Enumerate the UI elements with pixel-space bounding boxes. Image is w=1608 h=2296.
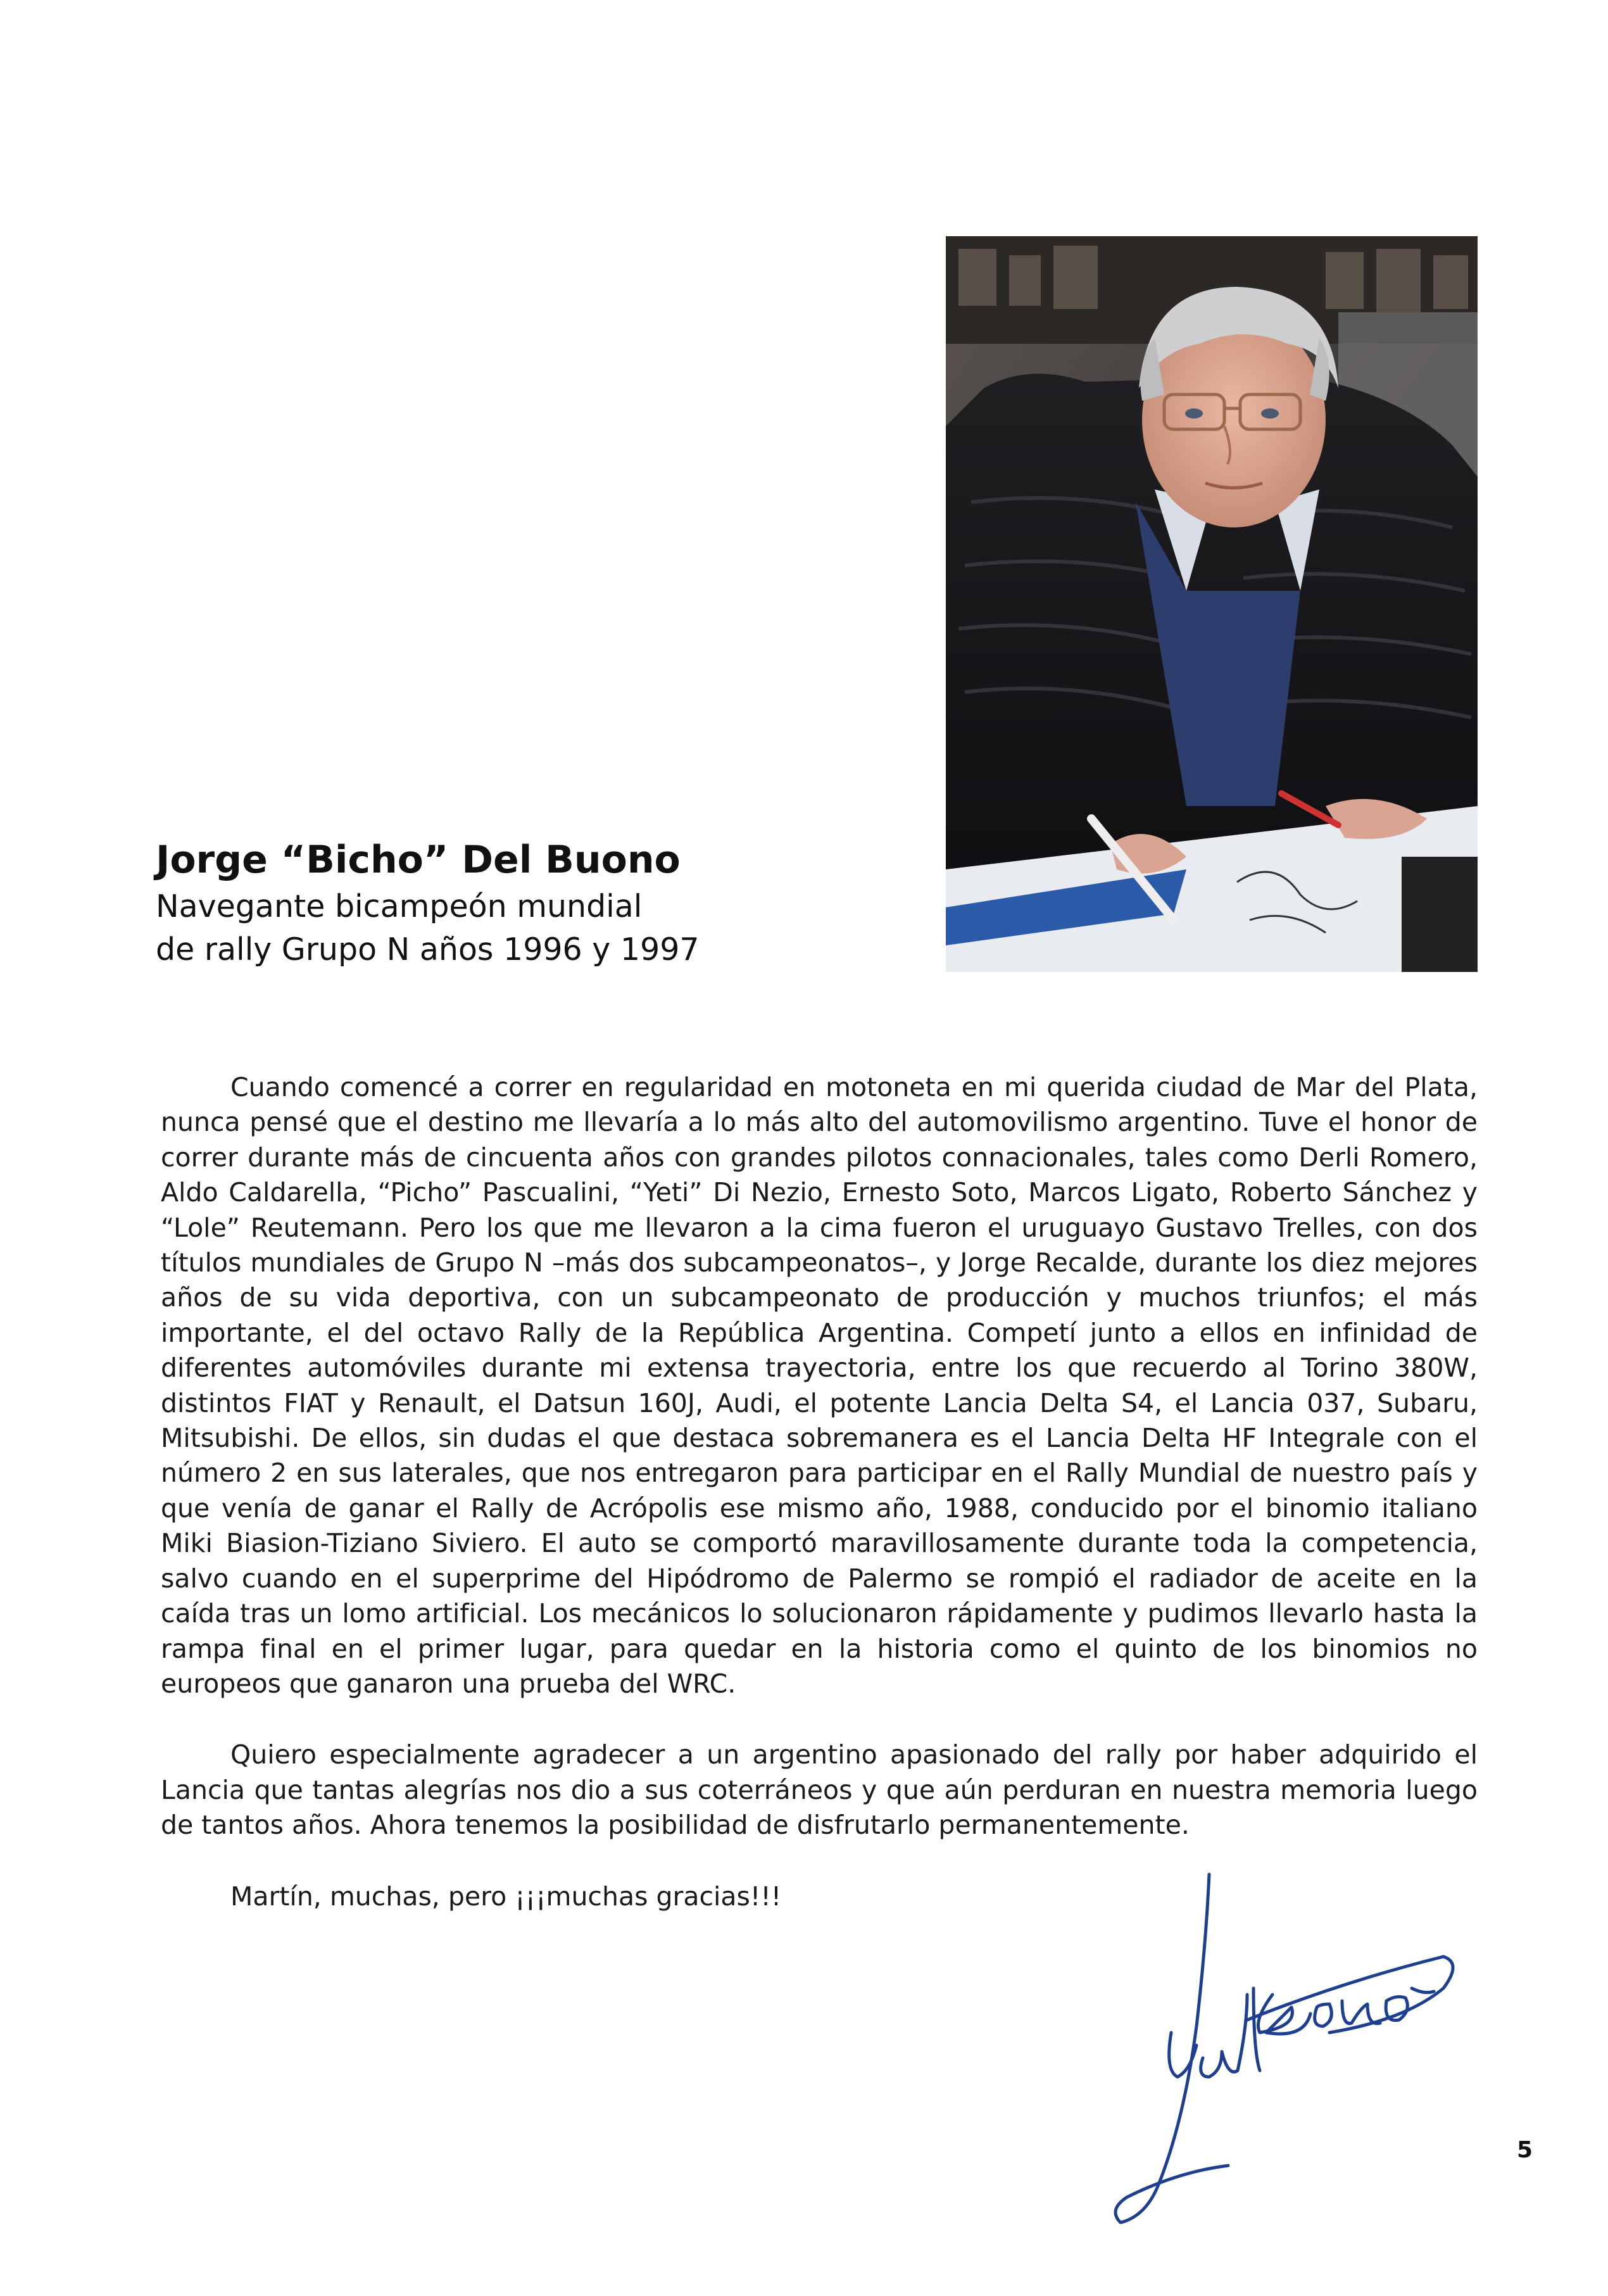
paragraph-thanks: Martín, muchas, pero ¡¡¡muchas gracias!!!	[230, 1881, 782, 1912]
person-name: Jorge “Bicho” Del Buono	[156, 838, 681, 882]
person-title-line-2: de rally Grupo N años 1996 y 1997	[156, 931, 700, 968]
portrait-photo	[946, 236, 1478, 972]
portrait-illustration	[946, 236, 1478, 972]
page-number: 5	[1517, 2137, 1533, 2163]
person-title-line-1: Navegante bicampeón mundial	[156, 888, 643, 924]
paragraph-career: Cuando comencé a correr en regularidad en motoneta en mi querida ciudad de Mar del Plata, nunca pensé que el destino me llevaría a lo más alto del automovilismo argentino. Tuve el honor de correr durante más de cincuenta años con grandes pilotos connacionales, tales como Derli Romero, Aldo Caldarella, “Picho” Pascualini, “Yeti” Di Nezio, Ernesto Soto, Marcos Ligato, Roberto Sánchez y “Lole” Reutemann. Pero los que me llevaron a la cima fueron el uruguayo Gustavo Trelles, con dos títulos mundiales de Grupo N –más dos subcampeonatos–, y Jorge Recalde, durante los diez mejores años de su vida deportiva, con un subcampeonato de producción y muchos triunfos; el más importante, el del octavo Rally de la República Argentina. Competí junto a ellos en infinidad de diferentes automóviles durante mi extensa trayectoria, entre los que recuerdo al Torino 380W, distintos FIAT y Renault, el Datsun 160J, Audi, el potente Lancia Delta S4, el Lancia 037, Subaru, Mitsubishi. De ellos, sin dudas el que destaca sobremanera es el Lancia Delta HF Integrale con el número 2 en sus laterales, que nos entregaron para participar en el Rally Mundial de nuestro país y que venía de ganar el Rally de Acrópolis ese mismo año, 1988, conducido por el binomio italiano Miki Biasion-Tiziano Siviero. El auto se comportó maravillosamente durante toda la competencia, salvo cuando en el superprime del Hipódromo de Palermo se rompió el radiador de aceite en la caída tras un lomo artificial. Los mecánicos lo solucionaron rápidamente y pudimos llevarlo hasta la rampa final en el primer lugar, para quedar en la historia como el quinto de los binomios no europeos que ganaron una prueba del WRC.	[161, 1072, 1478, 1699]
paragraph-gratitude: Quiero especialmente agradecer a un argentino apasionado del rally por haber adquirido el Lancia que tantas alegrías nos dio a sus coterráneos y que aún perduran en nuestra memoria luego de tantos años. Ahora tenemos la posibilidad de disfrutarlo permanentemente.	[161, 1739, 1478, 1841]
signature-drawing	[1102, 1868, 1469, 2248]
letter-body	[161, 1070, 1478, 1950]
handwritten-signature	[1102, 1868, 1469, 2248]
heading-block	[156, 835, 915, 971]
